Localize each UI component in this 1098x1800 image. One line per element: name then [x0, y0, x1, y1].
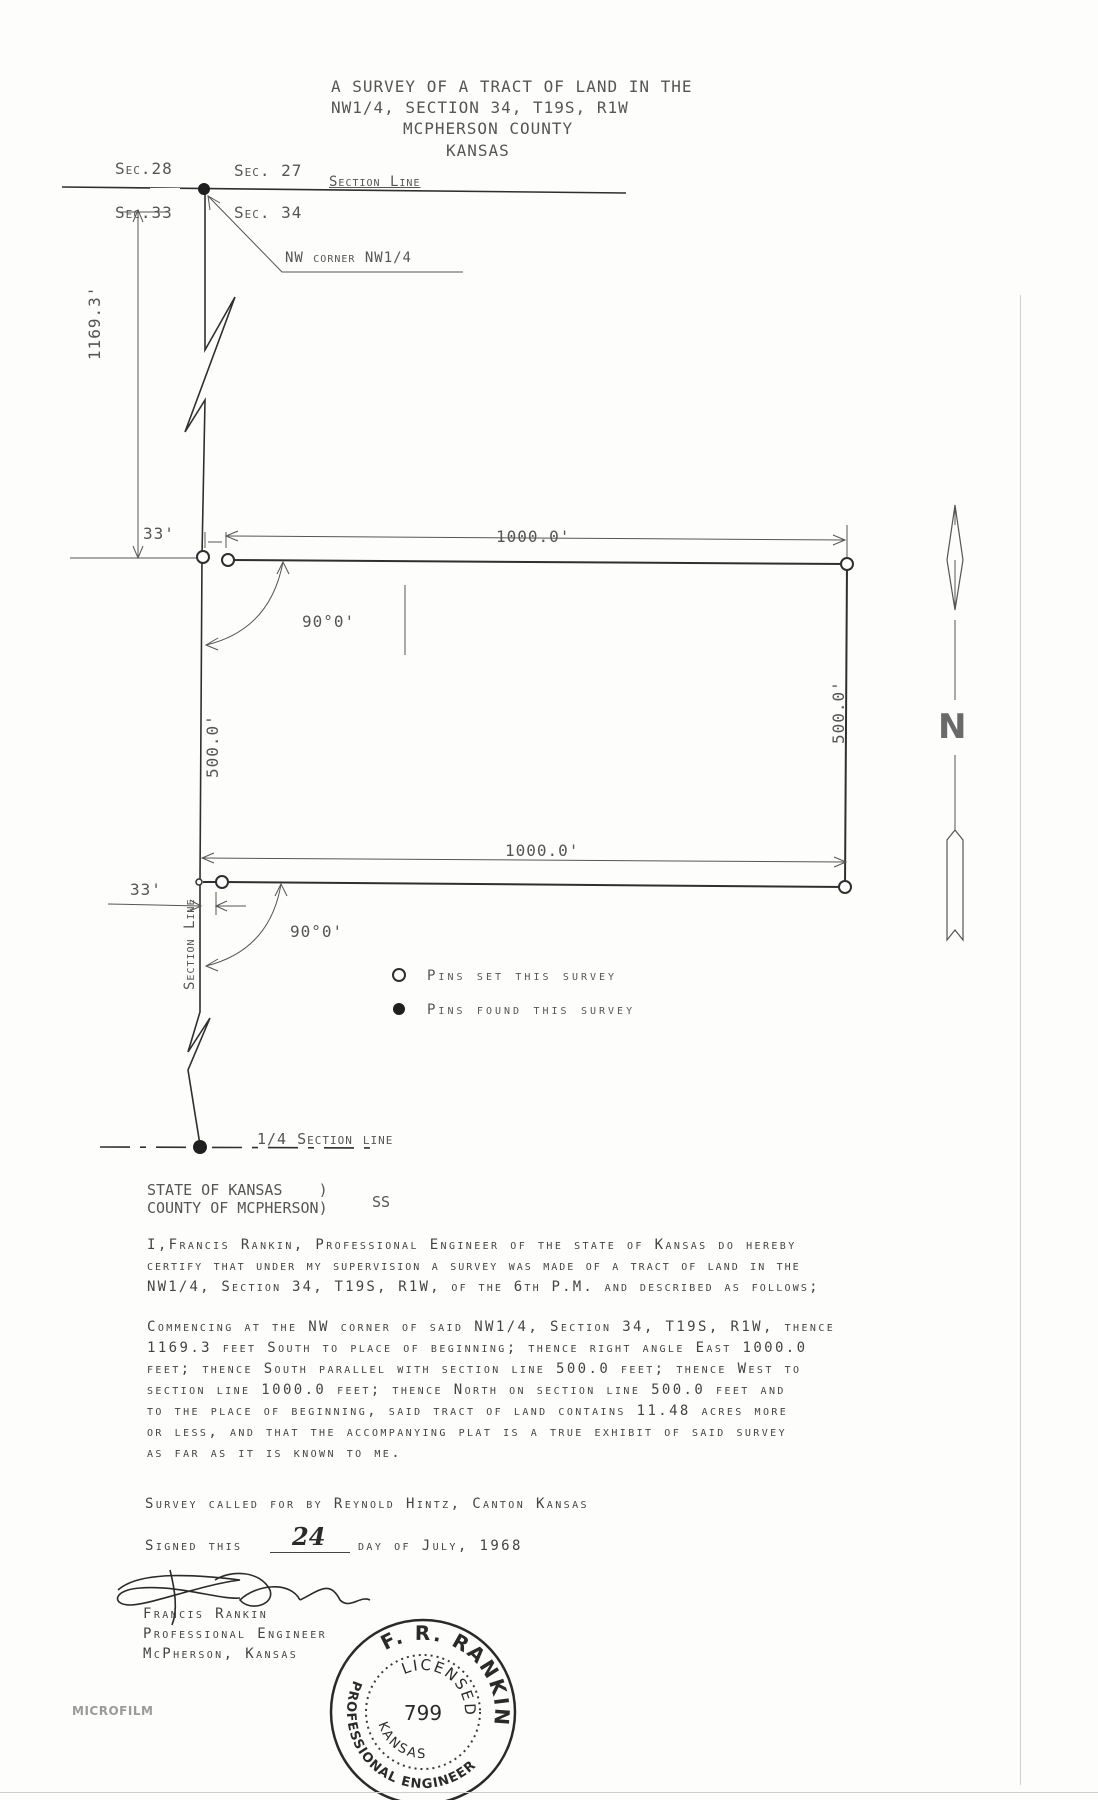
label-dim-500-right: 500.0'	[829, 680, 848, 744]
angle-arc-bottom	[206, 884, 281, 966]
legend-open-pin-icon	[393, 969, 405, 981]
scan-edge-right	[1020, 295, 1021, 1785]
pin-set	[839, 881, 851, 893]
signer-location: McPherson, Kansas	[143, 1646, 299, 1662]
label-sec-28: Sec.28	[115, 159, 173, 178]
pin-found-nw-corner	[198, 183, 210, 195]
label-section-line-vertical: Section Line	[182, 898, 198, 990]
label-dim-33-top: 33'	[143, 524, 175, 543]
legend-pins-set: Pins set this survey	[427, 968, 618, 984]
label-dim-500-left: 500.0'	[203, 714, 222, 778]
signed-day: 24	[292, 1522, 326, 1551]
label-angle-top: 90°0'	[302, 612, 356, 631]
label-dim-1169: 1169.3'	[85, 285, 104, 360]
label-quarter-section-line: 1/4 Section line	[257, 1130, 394, 1148]
cert-para2-line4: section line 1000.0 feet; thence North on section line 500.0 feet and	[147, 1382, 786, 1398]
cert-para2-line5: to the place of beginning, said tract of land contains 11.48 acres more	[147, 1403, 789, 1419]
pin-set	[841, 558, 853, 570]
label-nw-corner: NW corner NW1/4	[285, 250, 412, 266]
pin-set	[216, 876, 228, 888]
legend-pins-found: Pins found this survey	[427, 1002, 636, 1018]
label-dim-33-bottom: 33'	[130, 880, 162, 899]
cert-para2-line2: 1169.3 feet South to place of beginning; thence right angle East 1000.0	[147, 1340, 808, 1356]
cert-para2-line1: Commencing at the NW corner of said NW1/4, Section 34, T19S, R1W, thence	[147, 1319, 836, 1335]
microfilm-stamp: MICROFILM	[72, 1704, 154, 1718]
svg-text:F. R. RANKIN: F. R. RANKIN	[376, 1620, 515, 1728]
ss-label: SS	[372, 1193, 391, 1211]
label-dim-1000-top: 1000.0'	[496, 527, 571, 546]
pin-set-small	[196, 879, 202, 885]
engineer-seal	[309, 1589, 543, 1800]
svg-text:PROFESSIONAL ENGINEER: PROFESSIONAL ENGINEER	[342, 1678, 480, 1793]
label-sec-33: Sec.33	[115, 203, 173, 222]
pin-found-quarter	[193, 1140, 207, 1154]
label-angle-bottom: 90°0'	[290, 922, 344, 941]
signed-prefix: Signed this	[145, 1538, 243, 1554]
angle-arc-top	[206, 562, 283, 645]
pin-set	[222, 554, 234, 566]
cert-para2-line7: as far as it is known to me.	[147, 1445, 403, 1461]
survey-called-for: Survey called for by Reynold Hintz, Canton Kansas	[145, 1496, 589, 1512]
title-line-2: NW1/4, SECTION 34, T19S, R1W	[331, 98, 629, 117]
state-line: STATE OF KANSAS )	[147, 1181, 328, 1199]
signed-suffix: day of July, 1968	[358, 1538, 523, 1554]
legend-filled-pin-icon	[393, 1003, 405, 1015]
signer-title: Professional Engineer	[143, 1626, 328, 1642]
county-line: COUNTY OF MCPHERSON)	[147, 1199, 328, 1217]
tract-boundary	[203, 560, 847, 887]
label-section-line-top: Section Line	[329, 174, 421, 190]
cert-para1-line3: NW1/4, Section 34, T19S, R1W, of the 6th P.M. and described as follows;	[147, 1279, 820, 1295]
cert-para2-line6: or less, and that the accompanying plat is a true exhibit of said survey	[147, 1424, 787, 1440]
signer-name: Francis Rankin	[143, 1606, 269, 1622]
svg-text:LICENSED: LICENSED	[399, 1655, 480, 1718]
label-dim-1000-bottom: 1000.0'	[505, 841, 580, 860]
title-line-4: KANSAS	[446, 141, 510, 160]
label-sec-27: Sec. 27	[234, 161, 303, 180]
label-sec-34: Sec. 34	[234, 203, 303, 222]
pin-set	[197, 551, 209, 563]
svg-text:799: 799	[403, 1701, 443, 1725]
west-section-line	[182, 188, 235, 1145]
cert-para1-line1: I,Francis Rankin, Professional Engineer of the state of Kansas do hereby	[147, 1237, 797, 1253]
label-north: N	[938, 707, 967, 747]
signed-day-underline	[270, 1552, 350, 1553]
cert-para2-line3: feet; thence South parallel with section line 500.0 feet; thence West to	[147, 1361, 802, 1377]
title-line-1: A SURVEY OF A TRACT OF LAND IN THE	[331, 77, 693, 96]
scan-edge-bottom	[0, 1792, 1098, 1793]
svg-text:KANSAS: KANSAS	[374, 1719, 428, 1763]
cert-para1-line2: certify that under my supervision a survey was made of a tract of land in the	[147, 1258, 801, 1274]
title-line-3: MCPHERSON COUNTY	[403, 119, 574, 138]
